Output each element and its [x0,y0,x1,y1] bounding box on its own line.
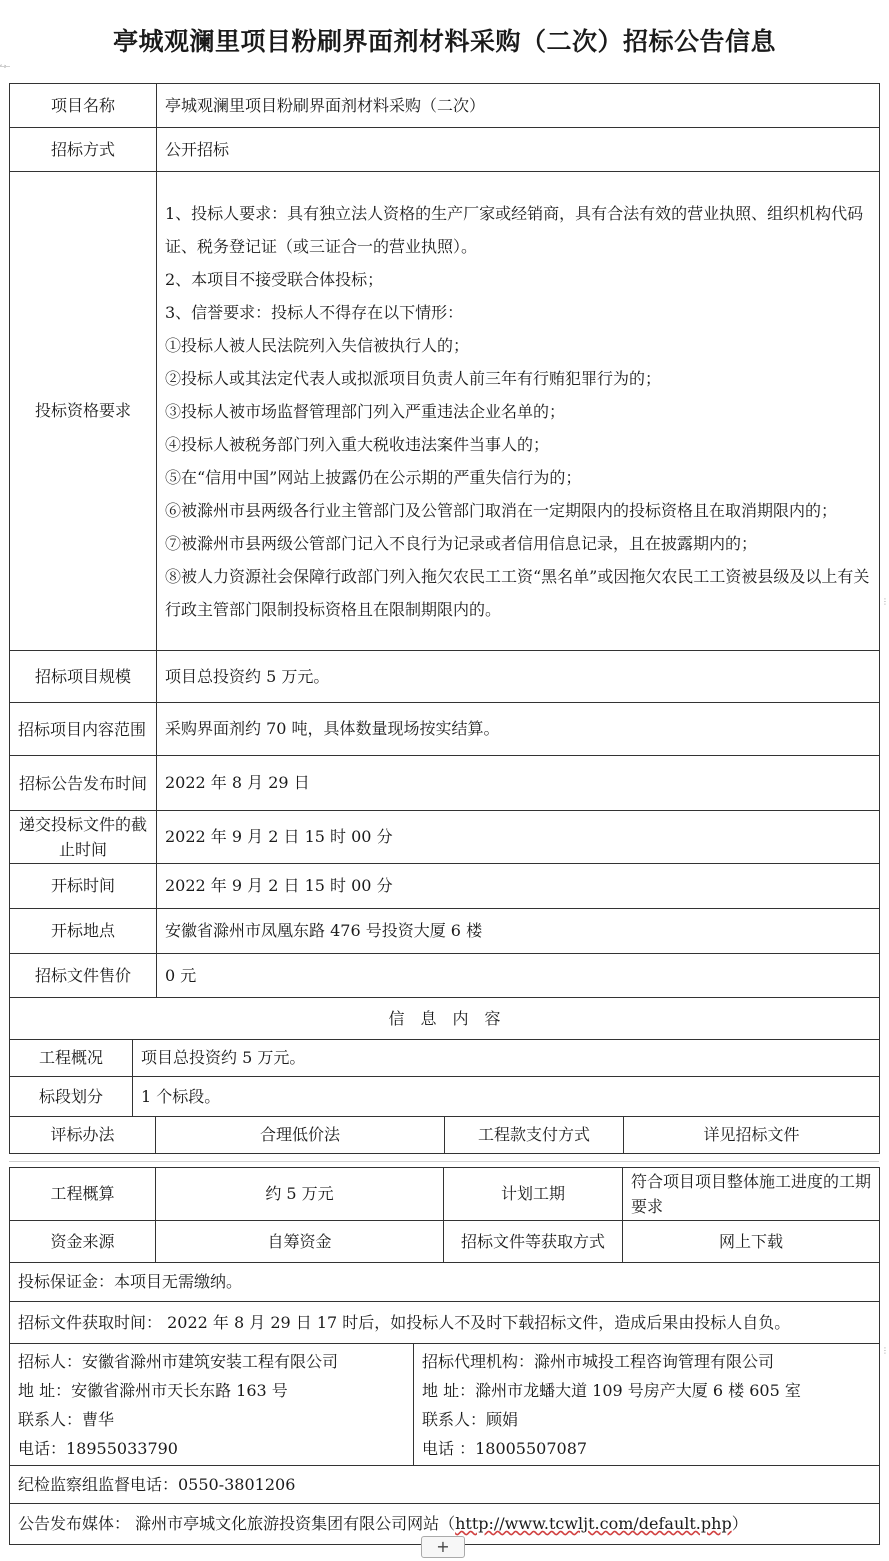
row-open-place [10,909,880,954]
media-url-link[interactable]: http://www.tcwljt.com/default.php [455,1514,732,1533]
agent-contact: 联系人：顾娟 [422,1409,519,1429]
page-title: 亭城观澜里项目粉刷界面剂材料采购（二次）招标公告信息 [112,27,776,56]
tenderer-name: 招标人：安徽省滁州市建筑安装工程有限公司 [18,1351,339,1371]
overview-label: 工程概况 [10,1040,133,1077]
tender-detail-table [9,1167,880,1545]
qualification-item: ①投标人被人民法院列入失信被执行人的； [165,335,470,355]
qualification-item: 2、本项目不接受联合体投标； [165,269,384,289]
open-time-value: 2022 年 9 月 2 日 15 时 00 分 [157,864,880,909]
open-place-label: 开标地点 [10,909,157,954]
row-obtain-time [10,1302,880,1344]
qualification-list [157,172,880,651]
sections-label: 标段划分 [10,1077,133,1117]
row-open-time [10,864,880,909]
deposit-text: 投标保证金：本项目无需缴纳。 [10,1263,880,1302]
price-label: 招标文件售价 [10,954,157,998]
qualification-item: 1、投标人要求：具有独立法人资格的生产厂家或经销商，具有合法有效的营业执照、组织机构代码证、税务登记证（或三证合一的营业执照）。 [165,203,864,256]
scope-label: 招标项目内容范围 [10,703,157,756]
scale-label: 招标项目规模 [10,651,157,703]
obtain-method-label: 招标文件等获取方式 [444,1221,623,1263]
row-overview [10,1040,880,1077]
row-deadline [10,811,880,864]
qualification-item: ⑤在“信用中国”网站上披露仍在公示期的严重失信行为的； [165,467,582,487]
row-deposit [10,1263,880,1302]
qualification-item: ②投标人或其法定代表人或拟派项目负责人前三年有行贿犯罪行为的； [165,368,662,388]
project-info-table [9,1039,880,1154]
tenderer-phone: 电话：18955033790 [18,1438,178,1458]
row-scope [10,703,880,756]
period-value: 符合项目项目整体施工进度的工期要求 [623,1168,880,1221]
sections-value: 1 个标段。 [133,1077,880,1117]
margin-tick [0,66,10,67]
agent-block [414,1344,880,1466]
tenderer-block [10,1344,414,1466]
row-info-header [10,998,880,1040]
row-price [10,954,880,998]
qualification-item: ⑦被滁州市县两级公管部门记入不良行为记录或者信用信息记录，且在披露期内的； [165,533,758,553]
qualification-item: ③投标人被市场监督管理部门列入严重违法企业名单的； [165,401,566,421]
agent-address: 地 址：滁州市龙蟠大道 109 号房产大厦 6 楼 605 室 [422,1380,801,1400]
budget-label: 工程概算 [10,1168,156,1221]
obtain-time-text: 招标文件获取时间： 2022 年 8 月 29 日 17 时后，如投标人不及时下载招标文件，造成后果由投标人自负。 [10,1302,880,1344]
info-section-header: 信 息 内 容 [10,998,880,1040]
qualification-label: 投标资格要求 [10,172,157,651]
project-name-value: 亭城观澜里项目粉刷界面剂材料采购（二次） [157,84,880,128]
row-method [10,128,880,172]
bid-info-table [9,83,880,1040]
project-name-label: 项目名称 [10,84,157,128]
deadline-label: 递交投标文件的截止时间 [10,811,157,864]
row-supervision [10,1466,880,1504]
obtain-method-value: 网上下载 [623,1221,880,1263]
open-time-label: 开标时间 [10,864,157,909]
funds-value: 自筹资金 [156,1221,444,1263]
period-label: 计划工期 [444,1168,623,1221]
row-budget [10,1168,880,1221]
tenderer-contact: 联系人：曹华 [18,1409,115,1429]
eval-value: 合理低价法 [156,1117,445,1154]
scale-value: 项目总投资约 5 万元。 [157,651,880,703]
budget-value: 约 5 万元 [156,1168,444,1221]
qualification-item: 3、信誉要求：投标人不得存在以下情形： [165,302,464,322]
publish-value: 2022 年 8 月 29 日 [157,756,880,811]
funds-label: 资金来源 [10,1221,156,1263]
publish-label: 招标公告发布时间 [10,756,157,811]
row-eval [10,1117,880,1154]
payment-label: 工程款支付方式 [445,1117,624,1154]
eval-label: 评标办法 [10,1117,156,1154]
agent-name: 招标代理机构：滁州市城投工程咨询管理有限公司 [422,1351,775,1371]
row-contacts [10,1344,880,1466]
qualification-item: ⑥被滁州市县两级各行业主管部门及公管部门取消在一定期限内的投标资格且在取消期限内的； [165,500,838,520]
row-publish [10,756,880,811]
price-value: 0 元 [157,954,880,998]
add-row-button[interactable]: + [421,1536,465,1558]
media-prefix: 公告发布媒体： 滁州市亭城文化旅游投资集团有限公司网站（ [18,1514,456,1533]
qualification-item: ④投标人被税务部门列入重大税收违法案件当事人的； [165,434,550,454]
row-funds [10,1221,880,1263]
row-sections [10,1077,880,1117]
resize-handle-icon[interactable]: ⋮ [881,1346,889,1355]
table-gap-line [9,1161,879,1162]
row-qualification [10,172,880,651]
open-place-value: 安徽省滁州市凤凰东路 476 号投资大厦 6 楼 [157,909,880,954]
media-suffix: ） [731,1514,748,1533]
method-label: 招标方式 [10,128,157,172]
resize-handle-icon[interactable]: ⋮ [881,597,889,606]
payment-value: 详见招标文件 [624,1117,880,1154]
tenderer-address: 地 址：安徽省滁州市天长东路 163 号 [18,1380,288,1400]
supervision-text: 纪检监察组监督电话：0550-3801206 [10,1466,880,1504]
row-scale [10,651,880,703]
qualification-item: ⑧被人力资源社会保障行政部门列入拖欠农民工工资“黑名单”或因拖欠农民工工资被县级及以上有关行政主管部门限制投标资格且在限制期限内的。 [165,566,870,619]
scope-value: 采购界面剂约 70 吨，具体数量现场按实结算。 [157,703,880,756]
deadline-value: 2022 年 9 月 2 日 15 时 00 分 [157,811,880,864]
agent-phone: 电话 ：18005507087 [422,1438,588,1458]
method-value: 公开招标 [157,128,880,172]
row-project-name [10,84,880,128]
overview-value: 项目总投资约 5 万元。 [133,1040,880,1077]
